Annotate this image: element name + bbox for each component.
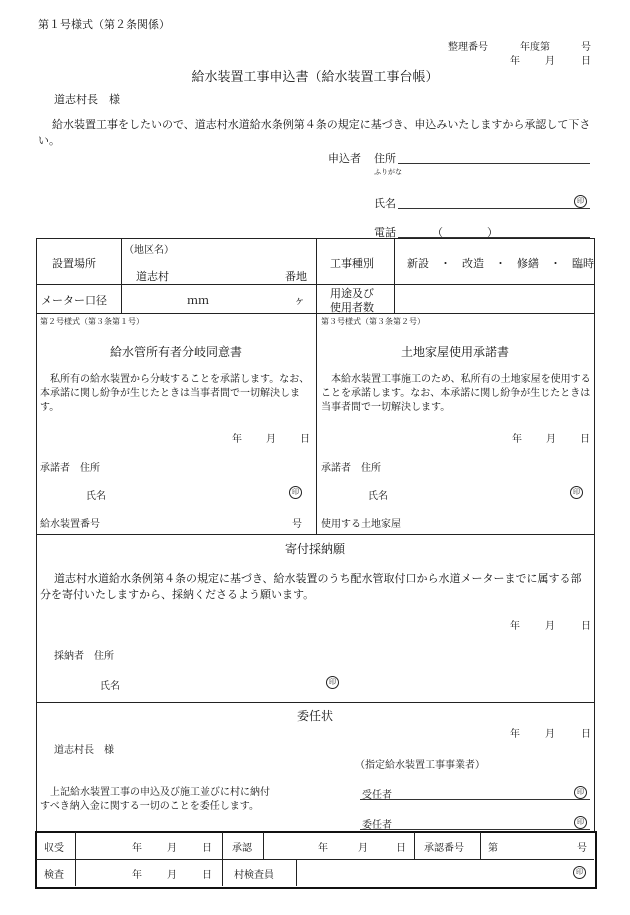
footer-col — [480, 832, 481, 859]
donation-body: 道志村水道給水条例第４条の規定に基づき、給水装置のうち配水管取付口から水道メーターまでに属する部分を寄付いたしますから、採納くださるよう願います。 — [40, 572, 582, 601]
delegator-label: 委任者 — [362, 820, 392, 831]
donation-seal-icon: 印 — [326, 676, 339, 689]
village-label: 道志村 — [136, 270, 169, 283]
table-border-left — [36, 238, 37, 832]
device-number-go: 号 — [292, 519, 302, 530]
usage-label-line1: 用途及び — [330, 287, 374, 300]
approval-number-go: 号 — [577, 843, 587, 854]
land-seal-icon: 印 — [570, 486, 583, 499]
inspector-label: 村検査員 — [234, 870, 274, 881]
footer-col — [296, 860, 297, 886]
name-label: 氏名 — [374, 197, 396, 210]
footer-row-divider — [36, 859, 594, 860]
delegate-label: 受任者 — [362, 790, 392, 801]
approved-year: 年 — [318, 843, 328, 854]
footer-col — [263, 832, 264, 859]
address-label: 住所 — [374, 152, 396, 165]
received-label: 収受 — [44, 843, 64, 854]
designated-contractor-label: （指定給水装置工事事業者） — [355, 760, 485, 771]
land-approver-address: 承諾者 住所 — [321, 463, 381, 474]
reference-go-label: 号 — [581, 42, 591, 53]
location-label: 設置場所 — [52, 257, 96, 270]
received-year: 年 — [132, 843, 142, 854]
land-form-number: 第３号様式（第３条第２号） — [321, 317, 425, 326]
received-day: 日 — [202, 843, 212, 854]
district-label: （地区名） — [124, 245, 174, 256]
land-date-year: 年 — [512, 434, 522, 445]
applicant-label: 申込者 — [328, 152, 361, 165]
address-field[interactable] — [398, 163, 590, 164]
inspection-day: 日 — [202, 870, 212, 881]
addressee: 道志村長 様 — [54, 93, 120, 106]
land-date-month: 月 — [546, 434, 556, 445]
delegation-date-month: 月 — [545, 729, 555, 740]
consent-body: 私所有の給水装置から分岐することを承諾します。なお、本承諾に関し紛争が生じたときは当事者間で一切解決します。 — [40, 374, 310, 413]
delegation-title: 委任状 — [296, 709, 333, 723]
ke-unit: ヶ — [294, 294, 305, 307]
delegator-seal-icon: 印 — [574, 816, 587, 829]
donation-date-day: 日 — [581, 621, 591, 632]
land-body: 本給水装置工事施工のため、私所有の土地家屋を使用することを承諾します。なお、本承諾に関し紛争が生じたときは当事者間で一切解決します。 — [321, 374, 591, 413]
page-title: 給水装置工事申込書（給水装置工事台帳） — [191, 70, 439, 85]
meter-diameter-label: メーター口径 — [41, 294, 107, 307]
mm-unit: ｍｍ — [187, 294, 209, 307]
received-month: 月 — [167, 843, 177, 854]
land-name-label: 氏名 — [368, 491, 388, 502]
date-year: 年 — [510, 56, 520, 67]
reference-number-label: 整理番号 — [448, 42, 488, 53]
table-row-divider — [36, 313, 594, 314]
work-type-label: 工事種別 — [330, 257, 374, 270]
form-number: 第１号様式（第２条関係） — [38, 18, 170, 31]
accepter-name-label: 氏名 — [100, 681, 120, 692]
seal-icon: 印 — [574, 195, 587, 208]
approved-label: 承認 — [232, 843, 252, 854]
intro-text: 給水装置工事をしたいので、道志村水道給水条例第４条の規定に基づき、申込みいたしますから承認して下さい。 — [38, 118, 591, 147]
inspection-label: 検査 — [44, 870, 64, 881]
approved-month: 月 — [358, 843, 368, 854]
consent-approver-address: 承諾者 住所 — [40, 463, 100, 474]
delegation-body: 上記給水装置工事の申込及び施工並びに村に納付すべき納入金に関する一切のことを委任します。 — [40, 787, 270, 812]
footer-col — [75, 832, 76, 886]
name-field[interactable] — [398, 208, 590, 209]
donation-title: 寄付採納願 — [284, 542, 345, 556]
phone-paren: （ ） — [432, 226, 498, 239]
consent-date-year: 年 — [232, 434, 242, 445]
table-col-divider — [394, 238, 395, 313]
inspection-year: 年 — [132, 870, 142, 881]
footer-col — [222, 832, 223, 886]
table-col-divider — [121, 238, 122, 313]
table-border-right — [594, 238, 595, 832]
donation-date-month: 月 — [545, 621, 555, 632]
inspection-month: 月 — [167, 870, 177, 881]
table-border-top — [36, 238, 594, 239]
donation-date-year: 年 — [510, 621, 520, 632]
property-label: 使用する土地家屋 — [321, 519, 401, 530]
accepter-address-label: 採納者 住所 — [54, 651, 114, 662]
delegate-field[interactable] — [360, 799, 590, 800]
work-type-options[interactable]: 新設 ・ 改造 ・ 修繕 ・ 臨時 — [407, 257, 594, 270]
reference-year-label: 年度第 — [520, 42, 550, 53]
land-title: 土地家屋使用承諾書 — [400, 345, 509, 359]
banchi-label: 番地 — [285, 270, 307, 283]
section-divider — [36, 534, 594, 535]
delegation-date-day: 日 — [581, 729, 591, 740]
device-number-label: 給水装置番号 — [40, 519, 100, 530]
inspector-seal-icon: 印 — [573, 866, 586, 879]
table-col-divider — [316, 238, 317, 534]
phone-label: 電話 — [374, 226, 396, 239]
consent-title: 給水管所有者分岐同意書 — [109, 345, 242, 359]
footer-col — [414, 832, 415, 859]
date-day: 日 — [581, 56, 591, 67]
section-divider — [36, 702, 594, 703]
consent-name-label: 氏名 — [86, 491, 106, 502]
delegation-date-year: 年 — [510, 729, 520, 740]
furigana-label: ふりがな — [374, 168, 402, 176]
delegation-addressee: 道志村長 様 — [54, 745, 114, 756]
approved-day: 日 — [396, 843, 406, 854]
delegator-field[interactable] — [360, 829, 590, 830]
date-month: 月 — [545, 56, 555, 67]
delegate-seal-icon: 印 — [574, 786, 587, 799]
land-date-day: 日 — [580, 434, 590, 445]
consent-date-month: 月 — [266, 434, 276, 445]
consent-date-day: 日 — [300, 434, 310, 445]
approval-number-label: 承認番号 — [424, 843, 464, 854]
table-row-divider — [36, 284, 594, 285]
consent-form-number: 第２号様式（第３条第１号） — [40, 317, 144, 326]
approval-number-dai: 第 — [488, 843, 498, 854]
office-use-table — [35, 831, 597, 889]
consent-seal-icon: 印 — [289, 486, 302, 499]
usage-label-line2: 使用者数 — [330, 301, 374, 314]
